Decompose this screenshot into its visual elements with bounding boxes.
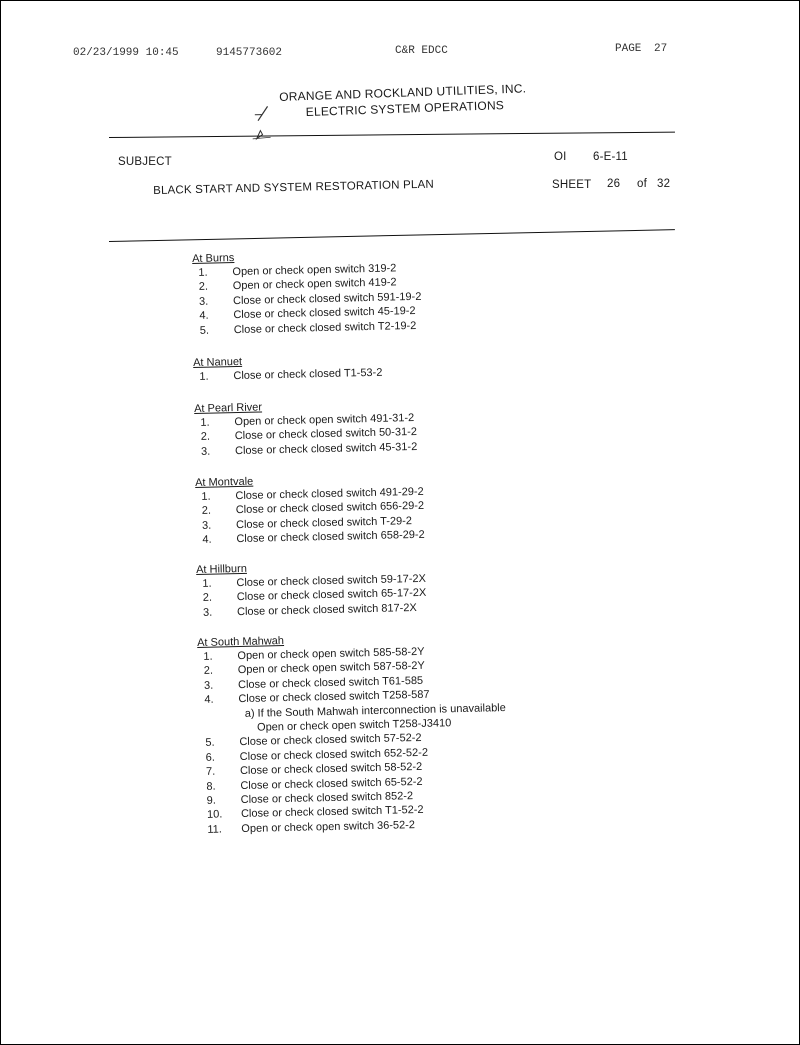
section-south-mahwah [197,630,509,837]
list-item: 9. Close or check closed switch 852-2 [206,790,414,807]
sheet-label: SHEET [552,179,592,191]
section-montvale [195,472,425,548]
oi-label: OI [554,151,567,163]
section-title: At South Mahwah [197,635,285,649]
list-item: 1. Open or check open switch 491-31-2 [200,412,415,429]
section-hillburn [196,559,427,620]
list-item: 1. Close or check closed switch 491-29-2 [201,485,424,503]
section-pearl-river [194,398,417,459]
sheet-number: 26 [607,178,621,190]
fax-sender: C&R EDCC [395,45,448,57]
list-subitem: a) If the South Mahwah interconnection is unavailable [244,701,506,720]
section-title: At Pearl River [194,401,263,415]
list-item: 10. Close or check closed switch T1-52-2 [206,804,424,822]
list-item: 1. Open or check open switch 585-58-2Y [203,645,425,663]
sheet-of-label: of [637,178,647,190]
list-item: 2. Close or check closed switch 65-17-2X [202,587,427,605]
bottom-rule [109,229,675,242]
list-item: 3. Close or check closed switch 591-19-2 [198,290,422,308]
list-item: 2. Open or check open switch 587-58-2Y [203,660,425,678]
list-item: 7. Close or check closed switch 58-52-2 [205,761,423,778]
top-rule [109,132,675,138]
oi-number: 6-E-11 [593,151,628,163]
company-name: ORANGE AND ROCKLAND UTILITIES, INC. [278,81,527,104]
list-item: 4. Close or check closed switch T258-587 [204,688,430,707]
section-title: At Nanuet [193,355,243,369]
fax-page-number: 27 [654,43,668,55]
list-item: 5. Close or check closed switch T2-19-2 [199,319,417,337]
list-item: 5. Close or check closed switch 57-52-2 [205,732,422,750]
logo-mark-icon [247,102,278,143]
list-item: 2. Open or check open switch 419-2 [198,276,397,294]
list-subitem: Open or check open switch T258-J3410 [256,717,452,734]
list-item: 1. Close or check closed switch 59-17-2X [202,572,427,590]
fax-page-label: PAGE [615,43,642,55]
list-item: 6. Close or check closed switch 652-52-2 [205,746,429,764]
list-item: 1. Open or check open switch 319-2 [198,262,397,279]
section-title: At Burns [192,252,235,265]
list-item: 8. Close or check closed switch 65-52-2 [206,775,423,793]
list-item: 11. Open or check open switch 36-52-2 [207,818,416,836]
section-title: At Hillburn [196,562,248,576]
section-title: At Montvale [195,475,254,489]
list-item: 1. Close or check closed T1-53-2 [199,366,383,383]
subject-label: SUBJECT [118,156,172,168]
fax-date-time: 02/23/1999 10:45 [73,47,179,59]
list-item: 3. Close or check closed switch 45-31-2 [200,440,418,458]
list-item: 4. Close or check closed switch 658-29-2 [202,528,425,547]
document-title: BLACK START AND SYSTEM RESTORATION PLAN [153,178,435,197]
fax-phone: 9145773602 [216,47,283,59]
list-item: 2. Close or check closed switch 50-31-2 [200,426,418,444]
list-item: 3. Close or check closed switch T-29-2 [201,514,413,532]
list-item: 3. Close or check closed switch 817-2X [202,601,417,619]
list-item: 4. Close or check closed switch 45-19-2 [199,305,416,323]
section-nanuet [193,353,383,385]
list-item: 3. Close or check closed switch T61-585 [203,674,424,692]
section-burns [192,248,422,338]
department-name: ELECTRIC SYSTEM OPERATIONS [305,98,505,120]
list-item: 2. Close or check closed switch 656-29-2 [201,500,425,518]
sheet-total: 32 [657,178,671,190]
